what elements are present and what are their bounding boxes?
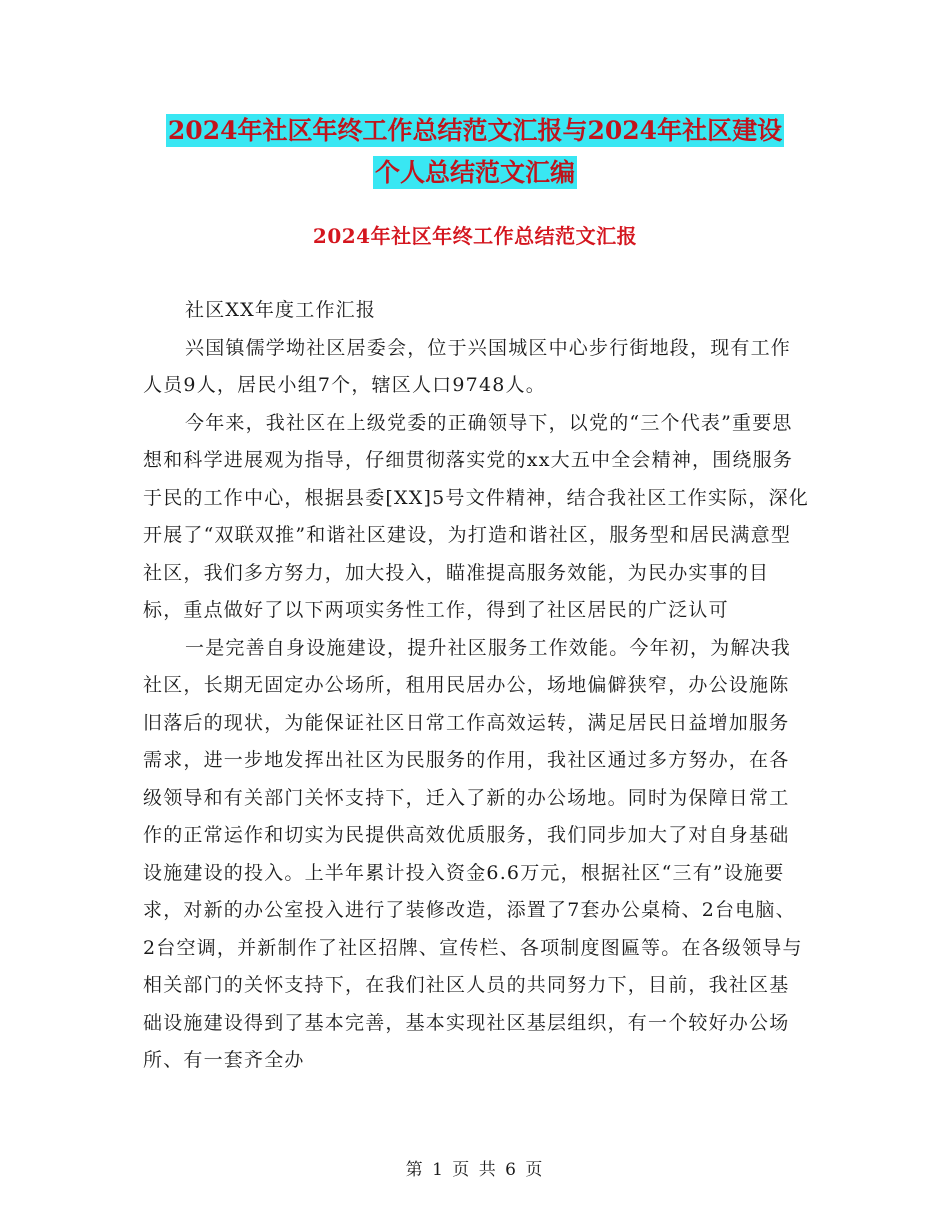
page-footer: 第 1 页 共 6 页	[405, 1160, 545, 1180]
paragraph: 今年来，我社区在上级党委的正确领导下，以党的“三个代表”重要思想和科学进展观为指导，仔细贯彻落实党的xx大五中全会精神，围绕服务于民的工作中心，根据县委[XX]5号文件精神，结合我社区工作实际，深化开展了“双联双推”和谐社区建设，为打造和谐社区，服务型和居民满意型社区，我们多方努力，加大投入，瞄准提高服务效能，为民办实事的目标，重点做好了以下两项实务性工作，得到了社区居民的广泛认可	[143, 411, 809, 621]
paragraph: 一是完善自身设施建设，提升社区服务工作效能。今年初，为解决我社区，长期无固定办公场所，租用民居办公，场地偏僻狭窄，办公设施陈旧落后的现状，为能保证社区日常工作高效运转，满足居民日益增加服务需求，进一步地发挥出社区为民服务的作用，我社区通过多方努办，在各级领导和有关部门关怀支持下，迁入了新的办公场地。同时为保障日常工作的正常运作和切实为民提供高效优质服务，我们同步加大了对自身基础设施建设的投入。上半年累计投入资金6.6万元，根据社区“三有”设施要求，对新的办公室投入进行了装修改造，添置了7套办公桌椅、2台电脑、2台空调，并新制作了社区招牌、宣传栏、各项制度图匾等。在各级领导与相关部门的关怀支持下，在我们社区人员的共同努力下，目前，我社区基础设施建设得到了基本完善，基本实现社区基层组织，有一个较好办公场所、有一套齐全办	[143, 636, 803, 1071]
paragraph-heading: 社区XX年度工作汇报	[185, 299, 377, 321]
title-line-1: 2024年社区年终工作总结范文汇报与2024年社区建设	[167, 116, 783, 145]
body-text	[143, 292, 809, 1080]
section-title: 2024年社区年终工作总结范文汇报	[312, 224, 638, 248]
paragraph: 兴国镇儒学坳社区居委会，位于兴国城区中心步行街地段，现有工作人员9人，居民小组7个，辖区人口9748人。	[143, 336, 792, 396]
title-line-2: 个人总结范文汇编	[374, 158, 575, 187]
document-title	[0, 110, 950, 194]
